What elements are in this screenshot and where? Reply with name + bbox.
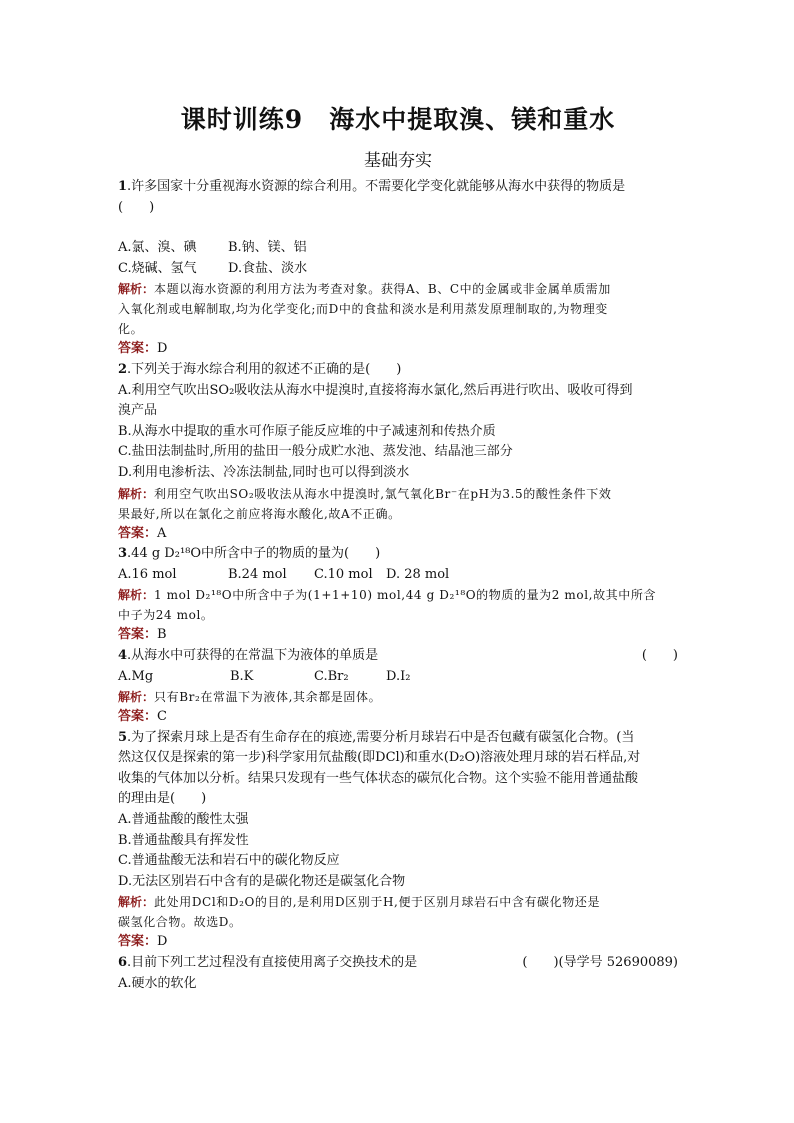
option-a-cont: 溴产品 — [118, 403, 158, 419]
question-4-options — [118, 667, 678, 688]
question-5-explanation: 解析：此处用DCl和D₂O的目的,是利用D区别于H,便于区别月球岩石中含有碳化物还是 碳氢化合物。故选D。 — [118, 895, 601, 930]
question-2 — [118, 360, 678, 544]
answer-label: 答案： — [118, 341, 158, 357]
option-b: B.钠、镁、铝 — [228, 240, 307, 256]
answer-label: 答案： — [118, 709, 158, 725]
section-subtitle: 基础夯实 — [364, 151, 432, 171]
option-c: C.10 mol — [314, 566, 373, 582]
answer-label: 答案： — [118, 627, 158, 643]
question-3-stem: 3.44 g D₂¹⁸O中所含中子的物质的量为( ) — [118, 546, 381, 562]
option-a: A.普通盐酸的酸性太强 — [118, 812, 249, 828]
option-c: C.Br₂ — [314, 668, 349, 684]
option-b: B.从海水中提取的重水可作原子能反应堆的中子减速剂和传热介质 — [118, 423, 496, 439]
question-4-answer: 答案：C — [118, 709, 167, 725]
option-a: A.氯、溴、碘 — [118, 240, 197, 256]
question-6-stem: 6.目前下列工艺过程没有直接使用离子交换技术的是 ( )(导学号 52690089) — [118, 953, 678, 974]
question-1-stem: 1.许多国家十分重视海水资源的综合利用。不需要化学变化就能够从海水中获得的物质是 — [118, 179, 626, 194]
option-c: C.烧碱、氢气 — [118, 260, 197, 276]
option-a: A.Mg — [118, 668, 154, 684]
question-number: 2 — [118, 361, 128, 377]
option-c: C.盐田法制盐时,所用的盐田一般分成贮水池、蒸发池、结晶池三部分 — [118, 444, 513, 460]
answer-label: 答案： — [118, 934, 158, 950]
question-1-options-row2 — [118, 259, 678, 280]
option-c: C.普通盐酸无法和岩石中的碳化物反应 — [118, 853, 340, 869]
option-a: A.16 mol — [118, 566, 177, 582]
explanation-label: 解析： — [118, 486, 155, 501]
question-number: 1 — [118, 179, 128, 194]
question-3-answer: 答案：B — [118, 627, 167, 643]
question-2-stem: 2.下列关于海水综合利用的叙述不正确的是( ) — [118, 361, 402, 377]
page-title: 课时训练9 海水中提取溴、镁和重水 — [180, 105, 616, 134]
question-5-answer: 答案：D — [118, 934, 168, 950]
question-1-options-row1 — [118, 238, 678, 259]
question-2-explanation: 解析：利用空气吹出SO₂吸收法从海水中提溴时,氯气氧化Br⁻在pH为3.5的酸性条件下效 果最好,所以在氯化之前应将海水酸化,故A不正确。 — [118, 486, 612, 521]
question-4-stem: 4.从海水中可获得的在常温下为液体的单质是 ( ) — [118, 646, 678, 667]
option-b: B.K — [230, 668, 254, 684]
question-2-answer: 答案：A — [118, 525, 167, 541]
option-d: D.食盐、淡水 — [228, 260, 308, 276]
question-5-stem: 5.为了探索月球上是否有生命存在的痕迹,需要分析月球岩石中是否包藏有碳氢化合物。(当 — [118, 729, 635, 745]
option-d: D.无法区别岩石中含有的是碳化物还是碳氢化合物 — [118, 873, 406, 889]
option-b: B.普通盐酸具有挥发性 — [118, 832, 249, 848]
question-number: 6 — [118, 955, 128, 971]
option-a: A.硬水的软化 — [118, 975, 197, 991]
question-number: 3 — [118, 546, 128, 562]
question-number: 5 — [118, 729, 128, 745]
explanation-label: 解析： — [118, 895, 155, 910]
question-1-explanation: 解析：本题以海水资源的利用方法为考查对象。获得A、B、C中的金属或非金属单质需加 入氧化剂或电解制取,均为化学变化;而D中的食盐和淡水是利用蒸发原理制取的,为物理变 化。 — [118, 282, 611, 337]
question-6 — [118, 953, 678, 994]
explanation-label: 解析： — [118, 588, 155, 603]
question-3 — [118, 544, 678, 646]
option-d: D.I₂ — [386, 668, 411, 684]
option-d: D. 28 mol — [386, 566, 450, 582]
question-1-answer: 答案：D — [118, 341, 168, 357]
question-1 — [118, 177, 678, 360]
question-number: 4 — [118, 647, 128, 663]
explanation-label: 解析： — [118, 690, 155, 705]
option-a: A.利用空气吹出SO₂吸收法从海水中提溴时,直接将海水氯化,然后再进行吹出、吸收可得到 — [118, 382, 633, 398]
question-1-paren: ( ) — [118, 199, 155, 215]
question-4 — [118, 646, 678, 728]
question-4-explanation: 解析：只有Br₂在常温下为液体,其余都是固体。 — [118, 690, 382, 705]
question-3-explanation: 解析：1 mol D₂¹⁸O中所含中子为(1+1+10) mol,44 g D₂¹⁸O的物质的量为2 mol,故其中所含 中子为24 mol。 — [118, 588, 657, 623]
document-page — [118, 100, 678, 994]
answer-paren: ( ) — [641, 647, 678, 663]
option-d: D.利用电渗析法、冷冻法制盐,同时也可以得到淡水 — [118, 464, 410, 480]
explanation-label: 解析： — [118, 282, 155, 297]
question-3-options — [118, 565, 678, 586]
answer-label: 答案： — [118, 525, 158, 541]
answer-paren: ( )(导学号 52690089) — [522, 955, 678, 971]
question-5: 5.为了探索月球上是否有生命存在的痕迹,需要分析月球岩石中是否包藏有碳氢化合物。(当 然这仅仅是探索的第一步)科学家用氘盐酸(即DCl)和重水(D₂O)溶液处理月球的岩石样品,对 收集的气体加以分析。结果只发现有一些气体状态的碳氘化合物。这个实验不能用普通盐酸 的理由是( ) A.普通盐酸的酸性太强 B.普通盐酸具有挥发性 C.普通盐酸无法和岩石中的碳化物反应 D.无法区别岩石中含有的是碳化物还是碳氢化合物 解析：此处用DCl和D₂O的目的,是利用D区别于H,便于区别月球岩石中含有碳化物还是 碳氢化合物。故选D。 答案：D — [118, 728, 678, 953]
option-b: B.24 mol — [228, 566, 287, 582]
